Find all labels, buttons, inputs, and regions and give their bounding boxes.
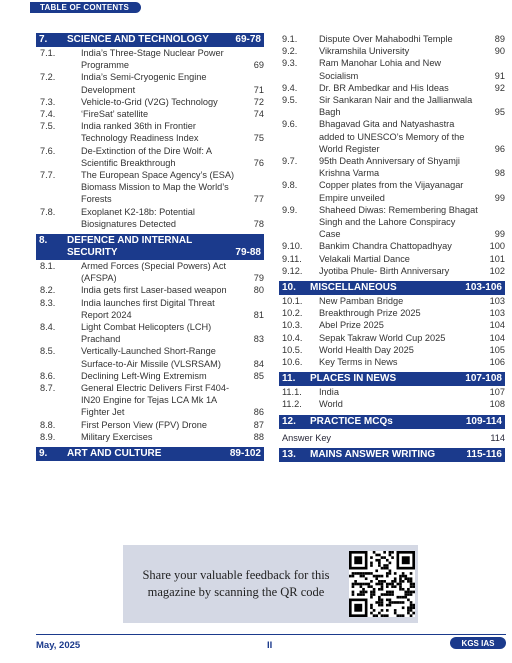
section-heading[interactable] [279, 415, 505, 429]
section-number: 12. [282, 415, 296, 427]
entry-number: 8.5. [40, 346, 56, 357]
entry-title: Sir Sankaran Nair and the Jallianwala Bagh [319, 95, 473, 118]
entry-page: 100 [489, 241, 505, 252]
section-title: PLACES IN NEWS [310, 373, 397, 385]
toc-entry[interactable] [36, 206, 264, 230]
answer-key-label: Answer Key [282, 432, 332, 443]
entry-page: 102 [489, 265, 505, 276]
section-number: 8. [39, 235, 48, 247]
entry-title: India gets first Laser-based weapon [81, 285, 227, 296]
entry-title: Dispute Over Mahabodhi Temple [319, 34, 453, 44]
entry-title: Key Terms in News [319, 357, 398, 368]
toc-entry[interactable] [36, 108, 264, 120]
entry-page: 103 [489, 308, 505, 319]
entry-number: 8.1. [40, 261, 56, 272]
entry-page: 84 [253, 358, 264, 369]
entry-title: World Health Day 2025 [319, 344, 414, 355]
toc-entry[interactable] [279, 179, 505, 203]
logo-text: KGS IAS [461, 639, 495, 649]
toc-entry[interactable] [36, 120, 264, 144]
entry-title: Breakthrough Prize 2025 [319, 308, 421, 319]
section-pages: 103-106 [465, 282, 502, 294]
section-title: PRACTICE MCQs [310, 415, 393, 427]
entry-page: 106 [489, 357, 505, 368]
entry-title: 95th Death Anniversary of Shyamji Krishna Varma [319, 156, 460, 179]
toc-entry[interactable] [36, 284, 264, 296]
entry-page: 75 [253, 133, 264, 144]
entry-number: 9.8. [282, 180, 298, 191]
entry-number: 8.7. [40, 383, 56, 394]
entry-title: Exoplanet K2-18b: Potential Biosignatures Detected [81, 206, 195, 229]
section-pages: 107-108 [465, 373, 502, 385]
toc-left-column [36, 33, 264, 461]
entry-page: 76 [253, 157, 264, 168]
section-title: DEFENCE AND INTERNAL SECURITY [67, 235, 193, 259]
entry-number: 10.2. [282, 308, 303, 319]
entry-page: 91 [494, 70, 505, 81]
entry-page: 90 [494, 46, 505, 57]
entry-page: 96 [494, 143, 505, 154]
toc-entry[interactable] [36, 297, 264, 321]
entry-number: 10.3. [282, 320, 303, 331]
feedback-text: Share your valuable feedback for this magazine by scanning the QR code [142, 568, 330, 599]
entry-number: 8.9. [40, 431, 56, 442]
entry-number: 7.5. [40, 121, 56, 132]
entry-page: 103 [489, 296, 505, 307]
entry-title: Declining Left-Wing Extremism [81, 370, 207, 381]
toc-entry[interactable] [279, 253, 505, 265]
entry-number: 7.6. [40, 145, 56, 156]
entry-page: 99 [494, 192, 505, 203]
entry-title: De-Extinction of the Dire Wolf: A Scientific Breakthrough [81, 145, 212, 168]
entry-page: 98 [494, 168, 505, 179]
section-number: 9. [39, 448, 48, 460]
entry-number: 9.2. [282, 46, 298, 57]
toc-entry[interactable] [36, 321, 264, 345]
toc-entry[interactable] [279, 386, 505, 398]
entry-title: Jyotiba Phule- Birth Anniversary [319, 265, 450, 276]
entry-title: ‘FireSat’ satellite [81, 109, 149, 120]
table-of-contents-tag: TABLE OF CONTENTS [30, 2, 141, 13]
toc-entry[interactable] [279, 307, 505, 319]
entry-title: General Electric Delivers First F404-IN20 Engine for Tejas LCA Mk 1A Fighter Jet [81, 383, 230, 418]
entry-page: 107 [489, 387, 505, 398]
entry-page: 101 [489, 253, 505, 264]
section-title: SCIENCE AND TECHNOLOGY [67, 34, 209, 45]
entry-number: 10.4. [282, 332, 303, 343]
entry-page: 80 [253, 285, 264, 296]
section-pages: 79-88 [235, 247, 261, 259]
entry-title: India [319, 387, 339, 398]
entry-page: 77 [253, 194, 264, 205]
entry-page: 104 [489, 332, 505, 343]
entry-number: 9.10. [282, 241, 303, 252]
entry-number: 9.9. [282, 204, 298, 215]
entry-page: 71 [253, 84, 264, 95]
section-heading[interactable] [279, 281, 505, 295]
toc-entry[interactable] [36, 260, 264, 284]
entry-number: 7.2. [40, 72, 56, 83]
entry-title: Dr. BR Ambedkar and His Ideas [319, 82, 449, 93]
toc-entry[interactable] [36, 145, 264, 169]
toc-entry[interactable] [279, 33, 505, 45]
section-pages: 69-78 [235, 34, 261, 45]
feedback-box [123, 545, 418, 623]
toc-entry[interactable] [36, 382, 264, 419]
entry-number: 11.1. [282, 387, 302, 398]
entry-title: New Pamban Bridge [319, 296, 404, 307]
toc-entry[interactable] [279, 356, 505, 368]
entry-number: 8.3. [40, 297, 56, 308]
entry-title: Light Combat Helicopters (LCH) Prachand [81, 322, 212, 345]
entry-title: Shaheed Diwas: Remembering Bhagat Singh and the Lahore Conspiracy Case [319, 204, 478, 240]
toc-entry[interactable] [36, 431, 264, 443]
toc-entry[interactable] [279, 265, 505, 277]
toc-entry[interactable] [279, 155, 505, 179]
entry-title: Armed Forces (Special Powers) Act (AFSPA) [81, 261, 227, 284]
entry-number: 10.5. [282, 344, 303, 355]
entry-page: 105 [489, 344, 505, 355]
section-number: 13. [282, 448, 296, 460]
entry-number: 8.8. [40, 419, 56, 430]
entry-title: India launches first Digital Threat Report 2024 [81, 297, 215, 320]
entry-number: 8.6. [40, 370, 56, 381]
entry-title: India’s Three-Stage Nuclear Power Programme [81, 48, 224, 71]
entry-page: 83 [253, 334, 264, 345]
toc-entry[interactable] [279, 398, 505, 410]
entry-page: 87 [253, 419, 264, 430]
toc-entry[interactable] [36, 345, 264, 369]
entry-title: Bhagavad Gita and Natyashastra added to UNESCO’s Memory of the World Register [319, 119, 465, 154]
entry-number: 7.8. [40, 206, 56, 217]
entry-title: First Person View (FPV) Drone [81, 419, 207, 430]
entry-number: 9.1. [282, 34, 298, 44]
toc-entry[interactable] [36, 169, 264, 206]
entry-title: Vertically-Launched Short-Range Surface-to-Air Missile (VLSRSAM) [81, 346, 221, 369]
entry-title: Bankim Chandra Chattopadhyay [319, 241, 452, 252]
entry-number: 8.2. [40, 285, 56, 296]
entry-page: 69 [253, 60, 264, 71]
toc-entry[interactable] [279, 332, 505, 344]
entry-page: 85 [253, 370, 264, 381]
entry-number: 11.2. [282, 399, 302, 410]
section-pages: 115-116 [466, 448, 502, 460]
section-heading[interactable] [279, 448, 505, 462]
entry-number: 7.7. [40, 170, 56, 181]
footer-rule [36, 634, 506, 635]
entry-title: Copper plates from the Vijayanagar Empire unveiled [319, 180, 464, 203]
entry-title: India’s Semi-Cryogenic Engine Development [81, 72, 207, 95]
entry-page: 88 [253, 431, 264, 442]
toc-right-column [279, 33, 505, 462]
entry-number: 9.5. [282, 95, 298, 106]
kgs-ias-logo [450, 636, 506, 650]
entry-number: 10.6. [282, 357, 303, 368]
entry-title: World [319, 399, 343, 410]
entry-page: 104 [489, 320, 505, 331]
entry-title: Abel Prize 2025 [319, 320, 384, 331]
entry-title: Ram Manohar Lohia and New Socialism [319, 58, 442, 81]
entry-page: 79 [253, 273, 264, 284]
entry-title: Vehicle-to-Grid (V2G) Technology [81, 96, 218, 107]
section-title: MAINS ANSWER WRITING [310, 448, 436, 460]
entry-page: 95 [494, 107, 505, 118]
answer-key-page: 114 [490, 432, 505, 443]
section-heading[interactable] [36, 234, 264, 260]
section-heading[interactable] [36, 447, 264, 461]
entry-number: 7.1. [40, 48, 56, 58]
section-number: 10. [282, 282, 296, 294]
entry-title: Military Exercises [81, 431, 153, 442]
entry-number: 9.4. [282, 82, 298, 93]
section-heading[interactable] [279, 372, 505, 386]
footer-date: May, 2025 [36, 640, 81, 651]
footer-page-number: II [267, 640, 273, 651]
toc-entry[interactable] [279, 94, 505, 118]
toc-entry[interactable] [279, 295, 505, 307]
toc-entry[interactable] [279, 118, 505, 155]
entry-page: 108 [489, 399, 505, 410]
toc-entry[interactable] [279, 57, 505, 81]
section-number: 7. [39, 34, 48, 45]
entry-number: 8.4. [40, 322, 56, 333]
toc-entry[interactable] [36, 419, 264, 431]
entry-title: Sepak Takraw World Cup 2025 [319, 332, 446, 343]
entry-number: 9.12. [282, 265, 303, 276]
toc-entry[interactable] [279, 240, 505, 252]
entry-number: 10.1. [282, 296, 303, 307]
entry-number: 7.3. [40, 96, 56, 107]
entry-page: 86 [253, 407, 264, 418]
entry-number: 9.7. [282, 156, 298, 167]
section-title: MISCELLANEOUS [310, 282, 397, 294]
toc-entry[interactable] [279, 45, 505, 57]
toc-entry[interactable] [36, 96, 264, 108]
entry-page: 89 [494, 34, 505, 44]
entry-title: The European Space Agency’s (ESA) Biomass Mission to Map the World’s Forests [81, 170, 235, 205]
toc-entry[interactable] [279, 82, 505, 94]
entry-title: India ranked 36th in Frontier Technology Readiness Index [81, 121, 199, 144]
entry-number: 7.4. [40, 109, 56, 120]
toc-entry[interactable] [279, 344, 505, 356]
entry-page: 92 [494, 82, 505, 93]
section-heading[interactable] [36, 33, 264, 47]
toc-entry[interactable] [36, 71, 264, 95]
entry-number: 9.11. [282, 253, 302, 264]
toc-entry[interactable] [36, 370, 264, 382]
entry-number: 9.3. [282, 58, 298, 69]
section-pages: 89-102 [229, 448, 261, 460]
entry-page: 99 [494, 229, 505, 240]
entry-page: 72 [253, 96, 264, 107]
entry-number: 9.6. [282, 119, 298, 130]
entry-page: 78 [253, 218, 264, 229]
toc-entry[interactable] [279, 204, 505, 241]
entry-title: Velakali Martial Dance [319, 253, 410, 264]
qr-code-icon[interactable] [349, 551, 415, 617]
section-pages: 109-114 [465, 415, 502, 427]
toc-entry[interactable] [36, 47, 264, 71]
answer-key-entry[interactable] [279, 432, 505, 444]
section-title: ART AND CULTURE [67, 448, 162, 460]
entry-title: Vikramshila University [319, 46, 410, 57]
toc-entry[interactable] [279, 319, 505, 331]
entry-page: 81 [253, 309, 264, 320]
section-number: 11. [282, 373, 296, 385]
entry-page: 74 [253, 109, 264, 120]
